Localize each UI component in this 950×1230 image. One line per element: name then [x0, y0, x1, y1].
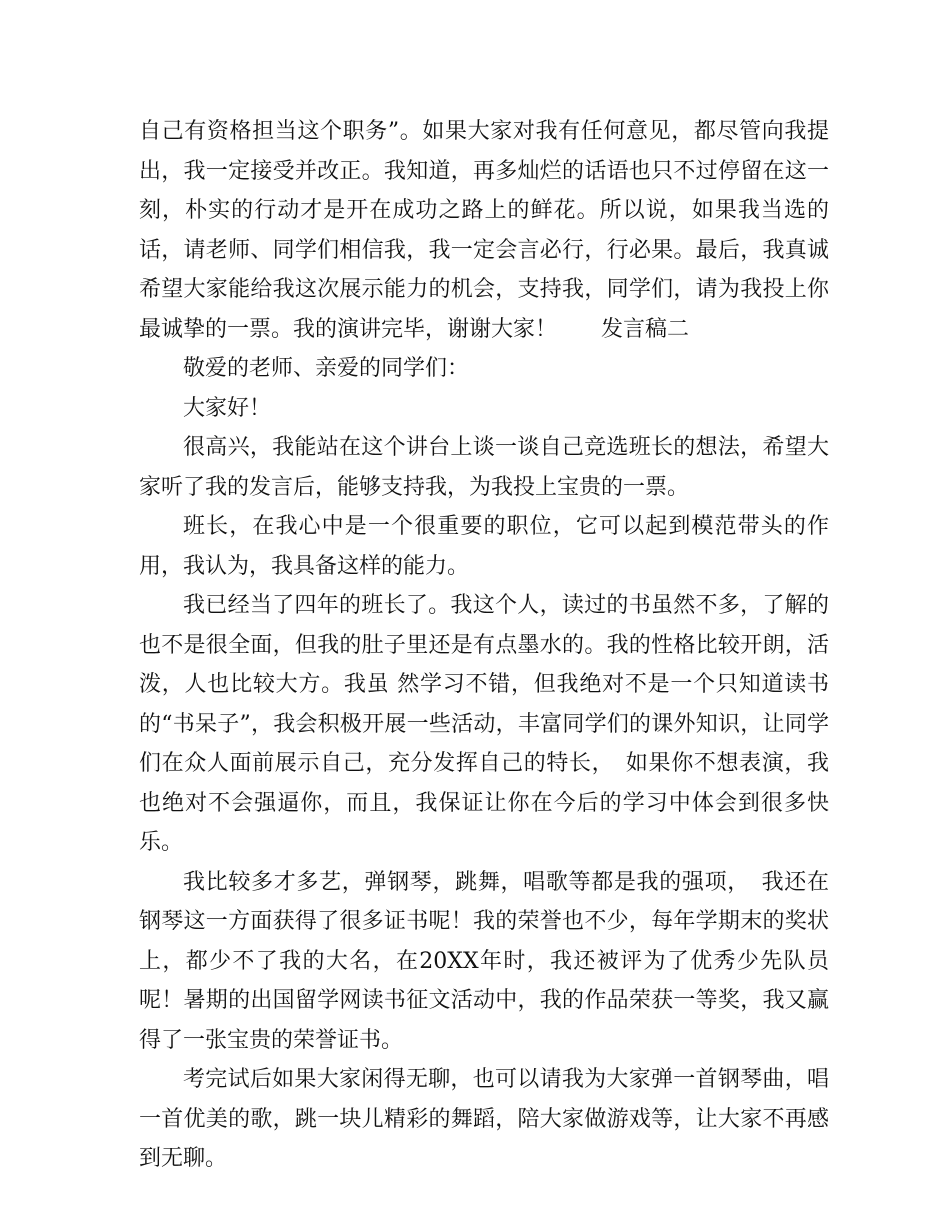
- paragraph-role: 班长，在我心中是一个很重要的职位，它可以起到模范带头的作用，我认为，我具备这样的能力。: [139, 514, 829, 579]
- paragraph-salutation: 敬爱的老师、亲爱的同学们：: [183, 356, 470, 381]
- paragraph-talents: 我比较多才多艺，弹钢琴，跳舞，唱歌等都是我的强项， 我还在钢琴这一方面获得了很多证书呢！我的荣誉也不少，每年学期末的奖状上，都少不了我的大名，在20XX年时，我还被评为了优秀少先队员呢！暑期的出国留学网读书征文活动中，我的作品荣获一等奖，我又赢得了一张宝贵的荣誉证书。: [139, 869, 829, 1053]
- paragraph-experience: 我已经当了四年的班长了。我这个人，读过的书虽然不多，了解的也不是很全面，但我的肚子里还是有点墨水的。我的性格比较开朗，活泼，人也比较大方。我虽 然学习不错，但我绝对不是一个只知道读书的“书呆子”，我会积极开展一些活动，丰富同学们的课外知识，让同学们在众人面前展示自己，充分发挥自己的特长， 如果你不想表演，我也绝对不会强逼你，而且，我保证让你在今后的学习中体会到很多快乐。: [139, 593, 829, 855]
- paragraph-greeting: 大家好！: [183, 395, 272, 421]
- document-body: [139, 112, 829, 1179]
- paragraph-closing: 考完试后如果大家闲得无聊，也可以请我为大家弹一首钢琴曲，唱一首优美的歌，跳一块儿精彩的舞蹈，陪大家做游戏等，让大家不再感到无聊。: [139, 1067, 829, 1171]
- paragraph-continuation: 自己有资格担当这个职务”。如果大家对我有任何意见，都尽管向我提出，我一定接受并改正。我知道，再多灿烂的话语也只不过停留在这一刻，朴实的行动才是开在成功之路上的鲜花。所以说，如果我当选的话，请老师、同学们相信我，我一定会言必行，行必果。最后，我真诚希望大家能给我这次展示能力的机会，支持我，同学们，请为我投上你最诚挚的一票。我的演讲完毕，谢谢大家！ 发言稿二: [139, 119, 829, 342]
- paragraph-intro: 很高兴，我能站在这个讲台上谈一谈自己竞选班长的想法，希望大家听了我的发言后，能够支持我，为我投上宝贵的一票。: [139, 435, 829, 500]
